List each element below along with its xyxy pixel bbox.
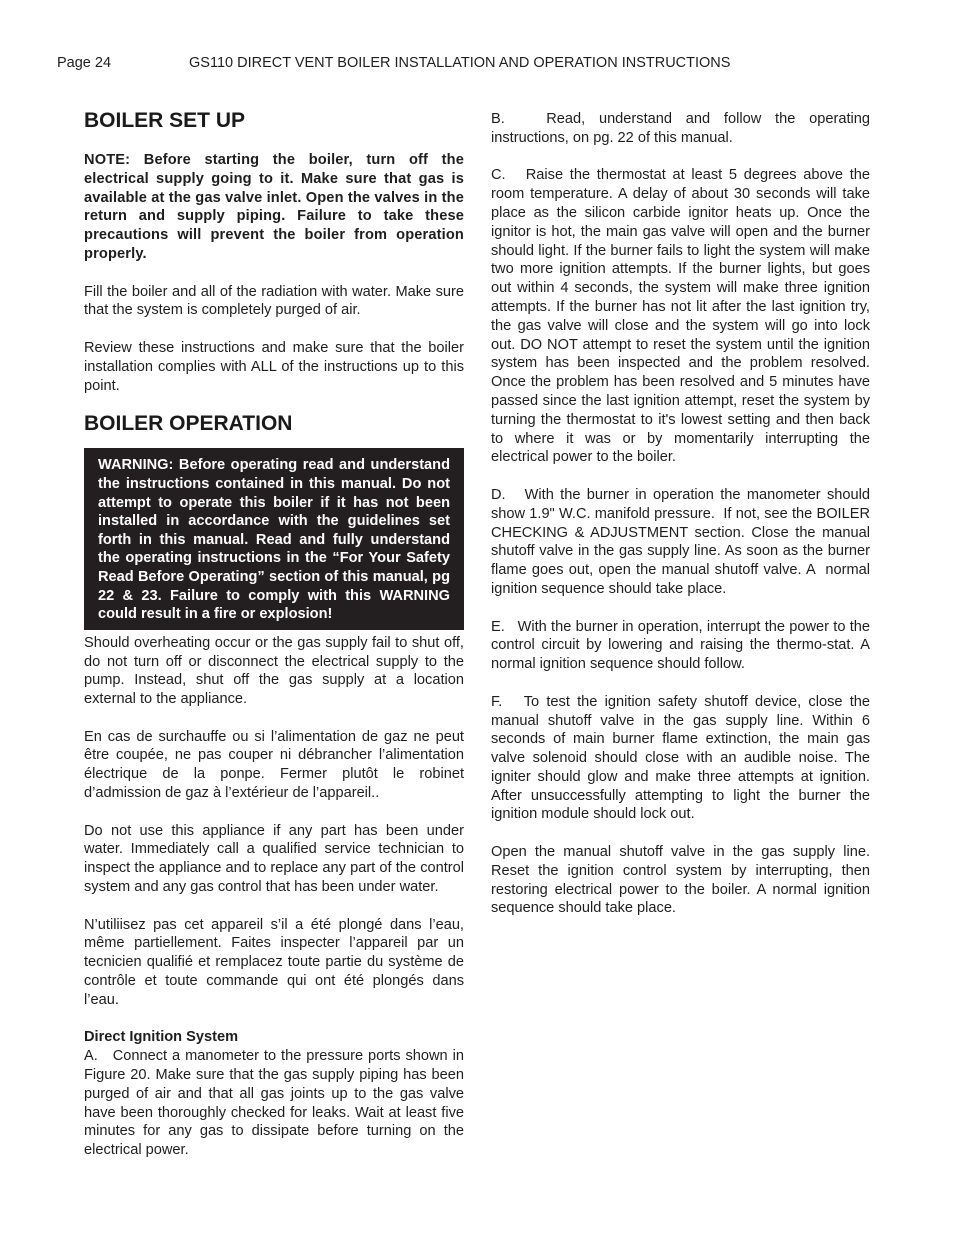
warning-box xyxy=(84,448,464,629)
step-e: E. With the burner in operation, interrupt the power to the control circuit by lowering and raising the thermo-stat. A normal ignition sequence should follow. xyxy=(491,618,875,673)
right-column xyxy=(491,110,875,918)
final-paragraph: Open the manual shutoff valve in the gas supply line. Reset the ignition control system by interrupting, then restoring electrical power to the boiler. A normal ignition sequence should take place. xyxy=(491,844,870,917)
warning-text: WARNING: Before operating read and understand the instructions contained in this manual. Do not attempt to operate this boiler if it has not been installed in accordance with the guidelines set forth in this manual. Read and fully understand the operating instructions in the “For Your Safety Read Before Operating” section of this manual, pg 22 & 23. Failure to comply with this WARNING could result in a fire or explosion! xyxy=(98,457,450,623)
overheating-paragraph: Should overheating occur or the gas supply fail to shut off, do not turn off or disconnect the electrical supply to the pump. Instead, shut off the gas supply at a location external to the appliance. xyxy=(84,634,464,708)
setup-paragraph-review: Review these instructions and make sure that the boiler installation complies with ALL of the instructions up to this point. xyxy=(84,339,464,394)
step-c: C. Raise the thermostat at least 5 degrees above the room temperature. A delay of about 30 seconds will take place as the silicon carbide ignitor heats up. Once the ignitor is hot, the main gas valve will open and the burner should light. If the burner fails to light the system will make two more ignition attempts. If the burner lights, but goes out within 4 seconds, the system will make three ignition attempts. If the burner has not lit after the last ignition try, the gas valve will close and the system will go into lock out. DO NOT attempt to reset the system until the ignition system has been inspected and the problem resolved. Once the problem has been resolved and 5 minutes have passed since the last ignition attempt, reset the system by turning the thermostat to it's lowest setting and then back to where it was or by momentarily interrupting the electrical power to the boiler. xyxy=(491,167,875,466)
step-d: D. With the burner in operation the manometer should show 1.9" W.C. manifold pressure. If not, see the BOILER CHECKING & ADJUSTMENT section. Close the manual shutoff valve in the gas supply line. As soon as the burner flame goes out, open the manual shutoff valve. A normal ignition sequence should take place. xyxy=(491,486,875,597)
step-f: F. To test the ignition safety shutoff device, close the manual shutoff valve in the gas supply line. Within 6 seconds of main burner flame extinction, the main gas valve solenoid should close with an audible noise. The igniter should glow and make three attempts at ignition. After unsuccessfully attempting to light the burner the ignition module should lock out. xyxy=(491,693,875,823)
step-b: B. Read, understand and follow the operating instructions, on pg. 22 of this manual. xyxy=(491,111,875,146)
overheating-paragraph-french: En cas de surchauffe ou si l’alimentation de gaz ne peut être coupée, ne pas couper ni débrancher l’alimentation électrique de la ponpe. Fermer plutôt le robinet d’admission de gaz à l’extérieur de l’appareil.. xyxy=(84,728,464,802)
document-title: GS110 DIRECT VENT BOILER INSTALLATION AND OPERATION INSTRUCTIONS xyxy=(189,55,731,71)
left-column xyxy=(84,108,469,1160)
page-number: Page 24 xyxy=(57,55,112,71)
boiler-setup-heading: BOILER SET UP xyxy=(84,109,246,132)
setup-note: NOTE: Before starting the boiler, turn off the electrical supply going to it. Make sure that gas is available at the gas valve inlet. Open the valves in the return and supply piping. Failure to take these precautions will prevent the boiler from operation properly. xyxy=(84,152,464,262)
direct-ignition-heading: Direct Ignition System xyxy=(84,1029,239,1046)
setup-paragraph-fill: Fill the boiler and all of the radiation with water. Make sure that the system is completely purged of air. xyxy=(84,283,464,319)
step-a: A. Connect a manometer to the pressure ports shown in Figure 20. Make sure that the gas supply piping has been purged of air and that all gas joints up to the gas valve have been thoroughly checked for leaks. Wait at least five minutes for any gas to dissipate before turning on the electrical power. xyxy=(84,1048,469,1159)
under-water-paragraph: Do not use this appliance if any part has been under water. Immediately call a qualified service technician to inspect the appliance and to replace any part of the control system and any gas control that has been under water. xyxy=(84,822,464,896)
under-water-paragraph-french: N’utiliisez pas cet appareil s’il a été plongé dans l’eau, même partiellement. Faites inspecter l’appareil par un tecnicien qualifié et remplacez toute partie du système de contrôle et toute commande qui ont été plongés dans l’eau. xyxy=(84,916,464,1008)
boiler-operation-heading: BOILER OPERATION xyxy=(84,412,293,436)
